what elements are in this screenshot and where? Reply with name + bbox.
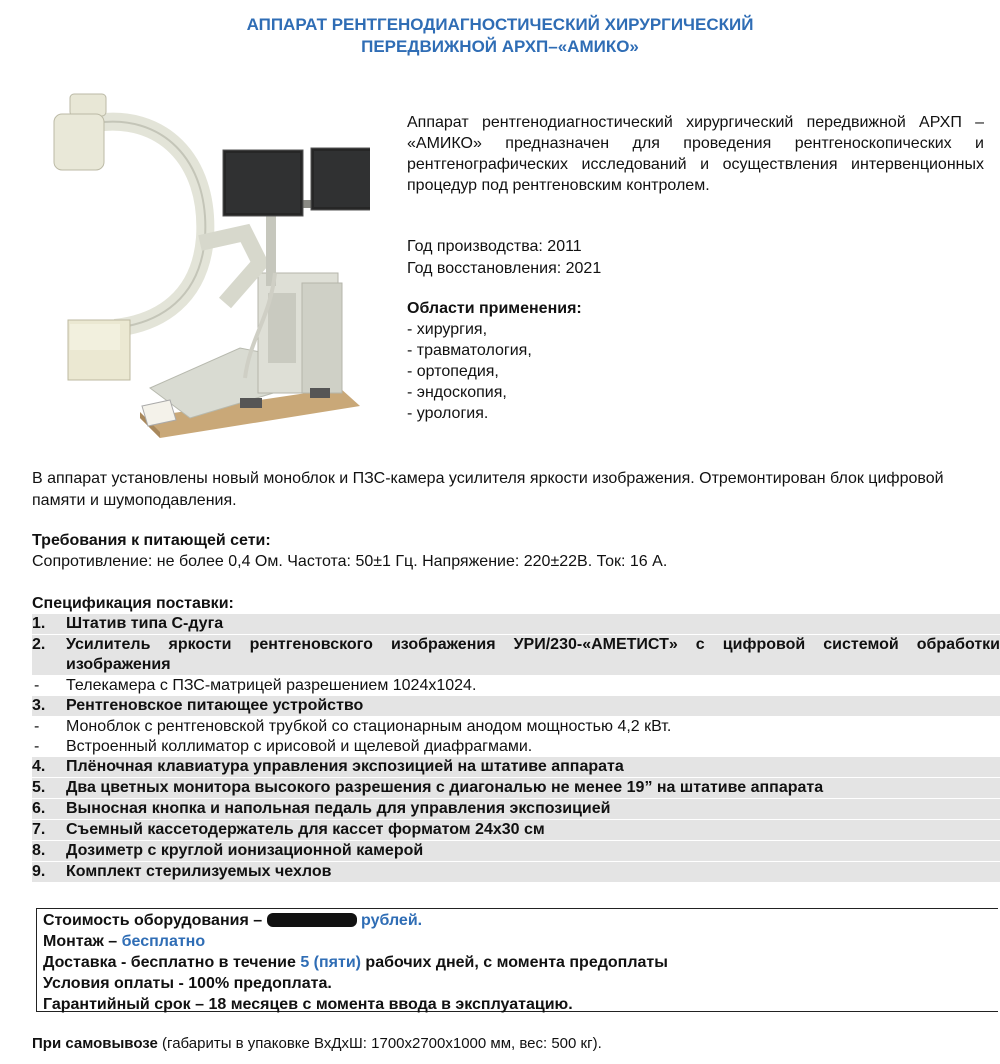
installed-paragraph: В аппарат установлены новый моноблок и ПЗС-камера усилителя яркости изображения. Отремонтирован блок цифровой памяти и шумоподавления. <box>32 470 944 509</box>
areas-heading: Области применения: <box>407 300 582 317</box>
spec-heading: Спецификация поставки: <box>32 595 234 612</box>
c-arm-device-photo <box>40 88 370 440</box>
mount-line: Монтаж – бесплатно <box>43 933 206 950</box>
restoration-year: Год восстановления: 2021 <box>407 260 602 277</box>
power-requirements <box>32 530 992 572</box>
spec-row: 1. Штатив типа С-дуга <box>32 614 1000 634</box>
spec-row: 8. Дозиметр с круглой ионизационной камерой <box>32 841 1000 861</box>
price-box <box>36 908 998 1012</box>
spec-subrow: - Встроенный коллиматор с ирисовой и щелевой диафрагмами. <box>34 738 533 755</box>
spec-row: 9. Комплект стерилизуемых чехлов <box>32 862 1000 882</box>
cost-line: Стоимость оборудования – рублей. <box>43 912 423 929</box>
payment-line: Условия оплаты - 100% предоплата. <box>43 975 332 992</box>
application-areas <box>407 298 582 424</box>
years-block <box>407 236 601 280</box>
spec-row: 6. Выносная кнопка и напольная педаль для управления экспозицией <box>32 799 1000 819</box>
redacted-price <box>267 913 357 927</box>
area-item: - эндоскопия, <box>407 384 507 401</box>
spec-row: 7. Съемный кассетодержатель для кассет форматом 24х30 см <box>32 820 1000 840</box>
production-year: Год производства: 2011 <box>407 238 582 255</box>
title-line-1: АППАРАТ РЕНТГЕНОДИАГНОСТИЧЕСКИЙ ХИРУРГИЧЕСКИЙ <box>246 15 754 34</box>
spec-row: 3. Рентгеновское питающее устройство <box>32 696 1000 716</box>
power-text: Сопротивление: не более 0,4 Ом. Частота: 50±1 Гц. Напряжение: 220±22В. Ток: 16 А. <box>32 553 668 570</box>
document-title <box>0 14 1000 58</box>
pickup-note: При самовывозе (габариты в упаковке ВхДхШ: 1700х2700х1000 мм, вес: 500 кг). <box>32 1035 602 1052</box>
power-heading: Требования к питающей сети: <box>32 532 271 549</box>
spec-row: 5. Два цветных монитора высокого разрешения с диагональю не менее 19” на штативе аппарата <box>32 778 1000 798</box>
area-item: - травматология, <box>407 342 532 359</box>
intro-paragraph: Аппарат рентгенодиагностический хирургический передвижной АРХП – «АМИКО» предназначен для проведения рентгеноскопических и рентгенографических исследований и осуществления интервенционных процедур под рентгеновским контролем. <box>407 114 984 194</box>
title-line-2: ПЕРЕДВИЖНОЙ АРХП–«АМИКО» <box>361 37 639 56</box>
delivery-specification <box>32 594 1000 883</box>
warranty-line: Гарантийный срок – 18 месяцев с момента ввода в эксплуатацию. <box>43 996 573 1013</box>
delivery-line: Доставка - бесплатно в течение 5 (пяти) рабочих дней, с момента предоплаты <box>43 954 668 971</box>
area-item: - хирургия, <box>407 321 488 338</box>
spec-row: 4. Плёночная клавиатура управления экспозицией на штативе аппарата <box>32 757 1000 777</box>
area-item: - урология. <box>407 405 489 422</box>
spec-subrow: - Телекамера с ПЗС-матрицей разрешением 1024х1024. <box>34 677 477 694</box>
spec-row: 2. Усилитель яркости рентгеновского изображения УРИ/230-«АМЕТИСТ» с цифровой системой обработки изображения <box>32 636 1000 673</box>
spec-subrow: - Моноблок с рентгеновской трубкой со стационарным анодом мощностью 4,2 кВт. <box>34 718 672 735</box>
area-item: - ортопедия, <box>407 363 499 380</box>
